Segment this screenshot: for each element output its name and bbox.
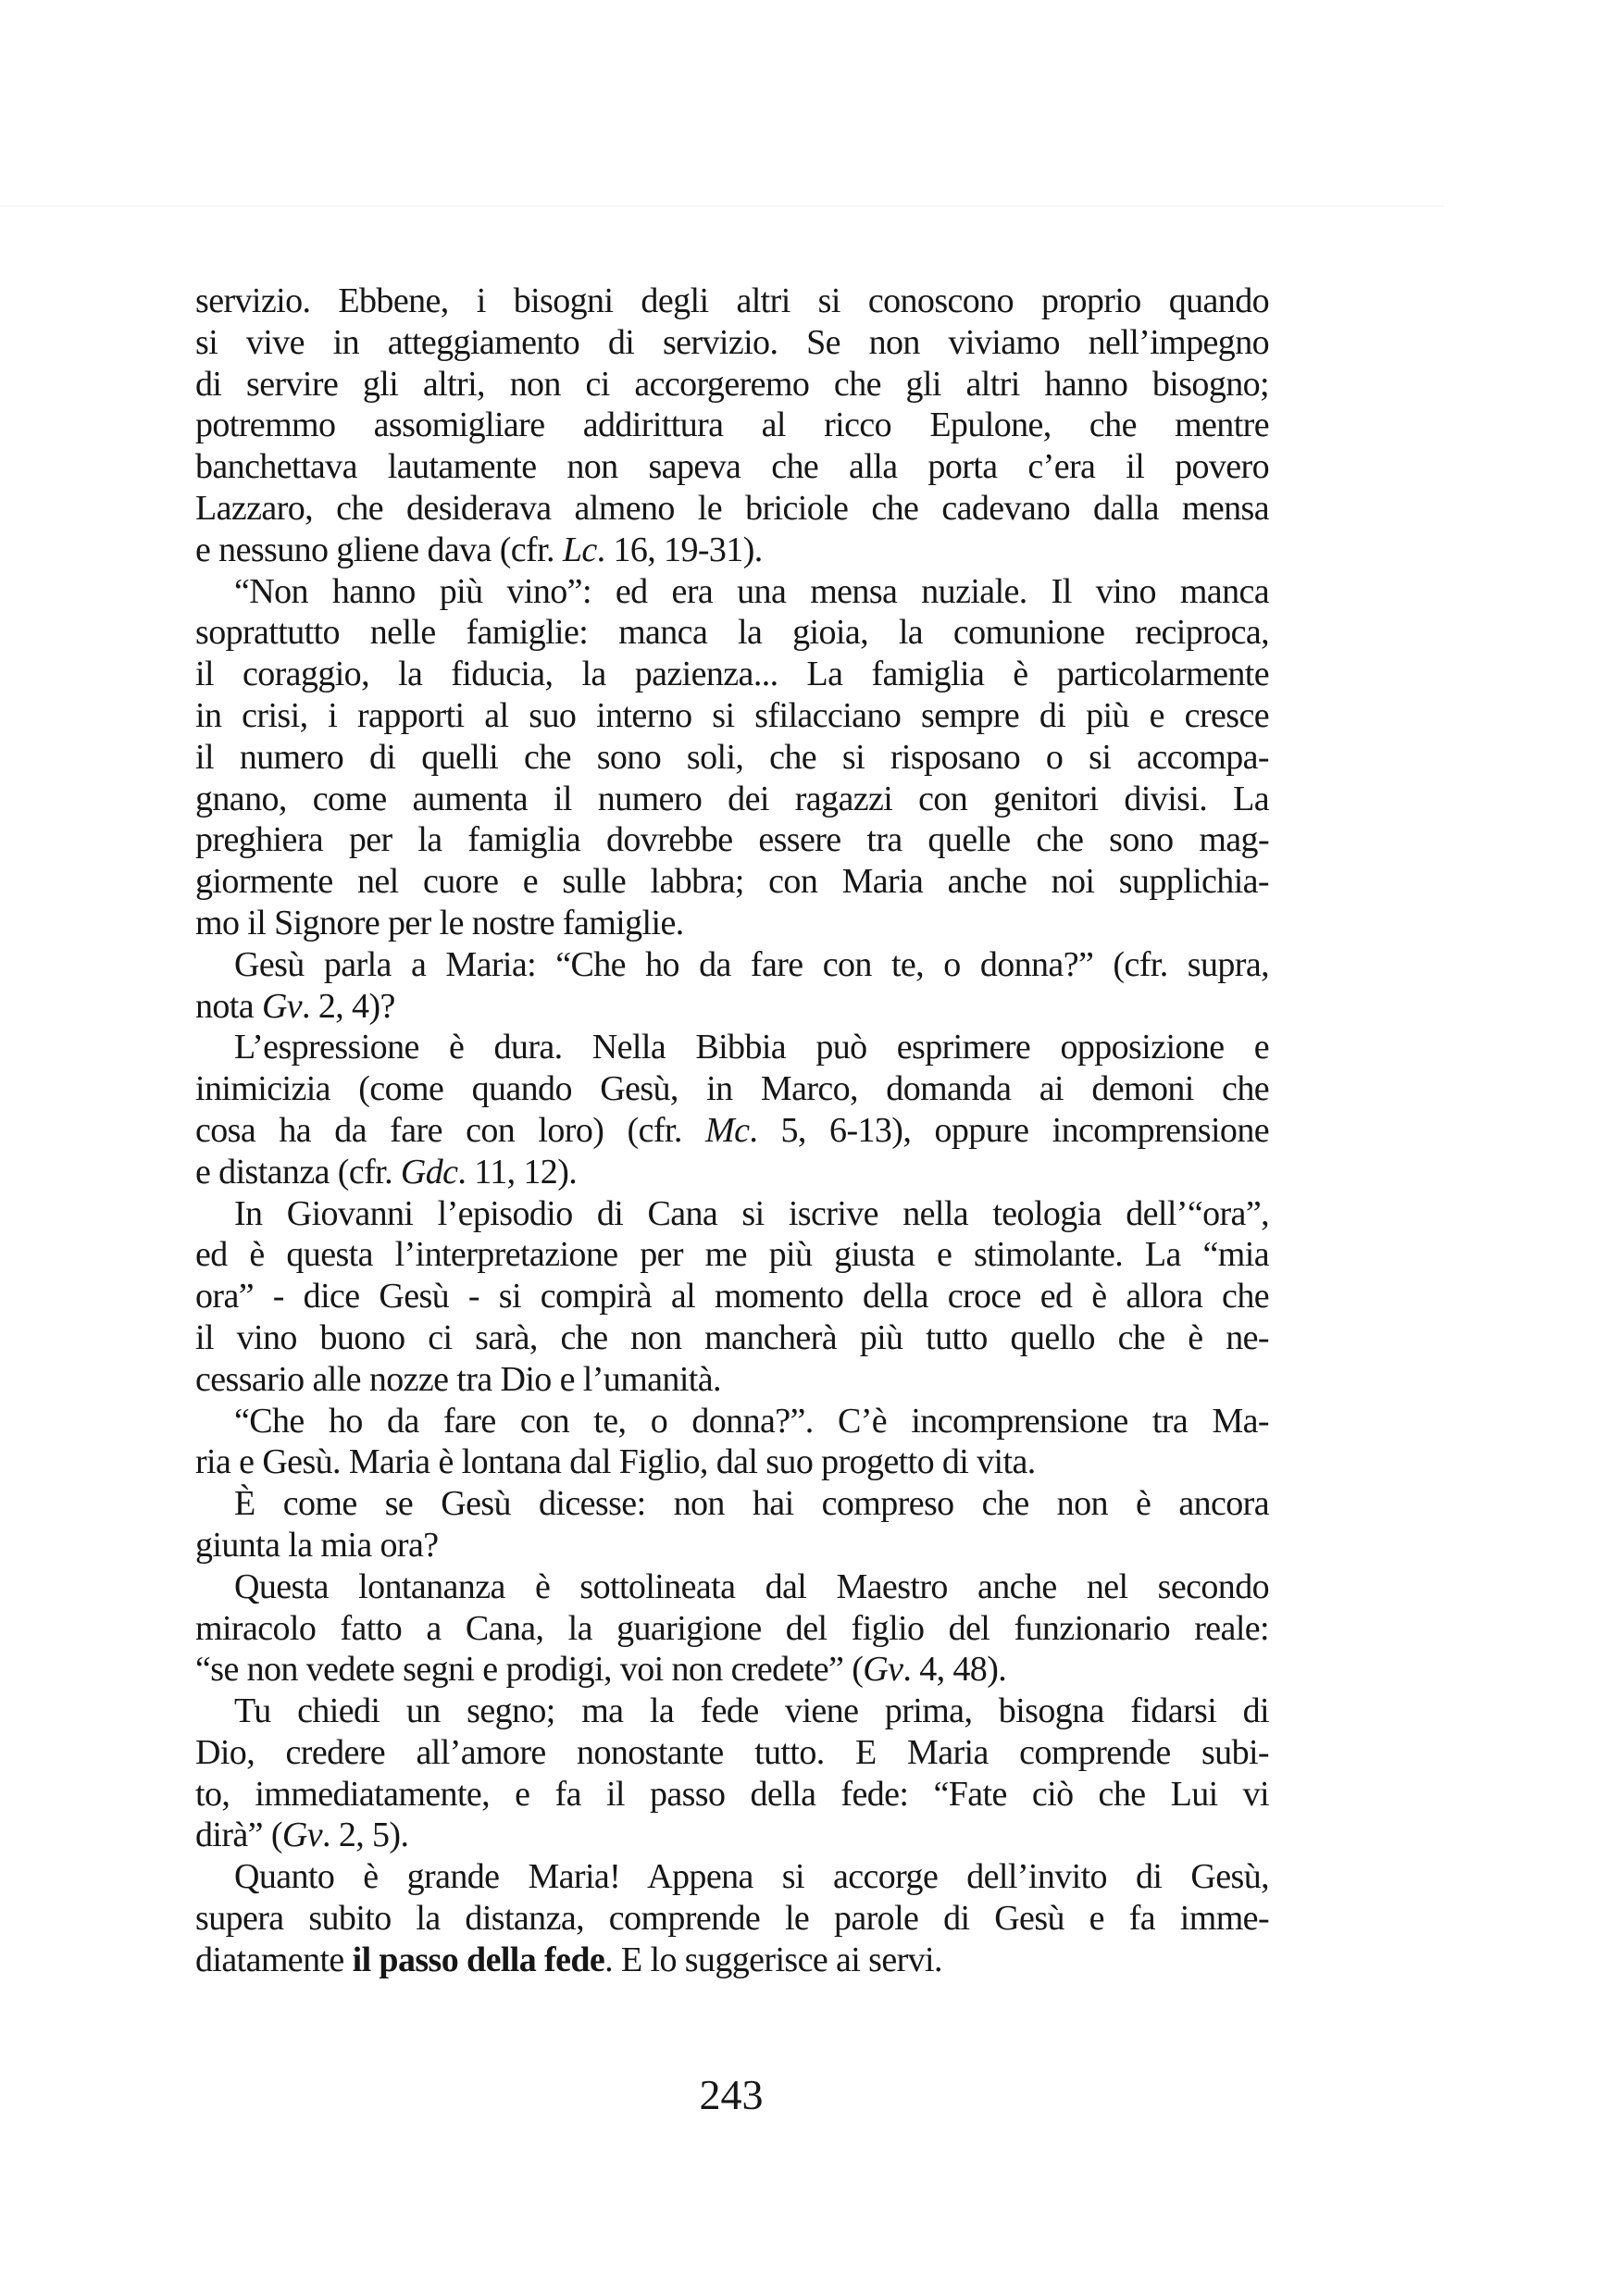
text-segment: “Non hanno più vino”: ed era una mensa nuziale. Il vino manca [234, 571, 1269, 611]
text-segment: . 16, 19-31). [596, 530, 763, 569]
text-line [195, 779, 1269, 820]
text-segment: to, immediatamente, e fa il passo della fede: “Fate ciò che Lui vi [195, 1774, 1269, 1814]
text-line [195, 1898, 1269, 1940]
citation-italic: Gv [863, 1650, 903, 1690]
text-segment: Dio, credere all’amore nonostante tutto. E Maria comprende subi- [195, 1732, 1269, 1772]
text-segment: servizio. Ebbene, i bisogni degli altri si conoscono proprio quando [195, 281, 1269, 320]
text-segment: In Giovanni l’episodio di Cana si iscrive nella teologia dell’“ora”, [234, 1193, 1269, 1233]
text-segment: mo il Signore per le nostre famiglie. [195, 903, 684, 942]
text-segment: . 2, 4)? [302, 986, 395, 1026]
paragraph [195, 281, 1269, 571]
text-segment: “Che ho da fare con te, o donna?”. C’è incomprensione tra Ma- [234, 1401, 1269, 1441]
body-text [195, 281, 1269, 1981]
text-segment: ria e Gesù. Maria è lontana dal Figlio, dal suo progetto di vita. [195, 1442, 1036, 1482]
paragraph [195, 944, 1269, 1028]
bold-emphasis: il passo della fede [352, 1940, 605, 1979]
text-line [195, 1152, 1269, 1193]
text-segment: preghiera per la famiglia dovrebbe essere tra quelle che sono mag- [195, 820, 1269, 860]
text-segment: diatamente [195, 1940, 353, 1979]
text-line [195, 1940, 1269, 1981]
citation-italic: Lc [562, 530, 597, 569]
text-line [195, 1815, 1269, 1856]
text-line [195, 1359, 1269, 1401]
paragraph [195, 1027, 1269, 1192]
text-segment: . 5, 6-13), oppure incomprensione [749, 1110, 1269, 1150]
text-segment: “se non vedete segni e prodigi, voi non credete” ( [195, 1650, 864, 1690]
citation-italic: Mc [705, 1110, 750, 1150]
text-line [195, 861, 1269, 903]
text-segment: . 4, 48). [902, 1650, 1007, 1690]
paragraph [195, 1401, 1269, 1484]
text-segment: . 2, 5). [322, 1816, 409, 1855]
text-line [195, 1691, 1269, 1732]
text-segment: il coraggio, la fiducia, la pazienza... La famiglia è particolarmente [195, 655, 1269, 694]
text-segment: banchettava lautamente non sapeva che alla porta c’era il povero [195, 447, 1269, 487]
text-line [195, 530, 1269, 571]
text-line [195, 1027, 1269, 1068]
paragraph [195, 571, 1269, 944]
text-line [195, 903, 1269, 944]
paragraph [195, 1483, 1269, 1566]
text-line [195, 1276, 1269, 1317]
text-segment: cosa ha da fare con loro) (cfr. [195, 1110, 706, 1150]
text-segment: È come se Gesù dicesse: non hai compreso che non è ancora [234, 1484, 1269, 1524]
text-segment: nota [195, 986, 262, 1026]
text-segment: Gesù parla a Maria: “Che ho da fare con te, o donna?” (cfr. supra, [234, 944, 1269, 984]
paragraph [195, 1193, 1269, 1401]
citation-italic: Gdc [400, 1152, 458, 1192]
text-line [195, 986, 1269, 1028]
citation-italic: Gv [281, 1816, 323, 1855]
text-segment: si vive in atteggiamento di servizio. Se non viviamo nell’impegno [195, 322, 1269, 362]
text-line [195, 612, 1269, 654]
text-line [195, 1566, 1269, 1608]
text-segment: e nessuno gliene dava (cfr. [195, 530, 563, 569]
text-line [195, 1193, 1269, 1235]
text-line [195, 737, 1269, 779]
citation-italic: Gv [261, 986, 303, 1026]
paragraph [195, 1566, 1269, 1691]
text-segment: di servire gli altri, non ci accorgeremo che gli altri hanno bisogno; [195, 364, 1269, 404]
text-line [195, 446, 1269, 488]
text-segment: inimicizia (come quando Gesù, in Marco, domanda ai demoni che [195, 1069, 1269, 1109]
text-line [195, 1401, 1269, 1442]
text-segment: L’espressione è dura. Nella Bibbia può esprimere opposizione e [234, 1028, 1269, 1067]
text-line [195, 1441, 1269, 1483]
text-line [195, 364, 1269, 406]
text-line [195, 1856, 1269, 1898]
text-segment: miracolo fatto a Cana, la guarigione del figlio del funzionario reale: [195, 1608, 1269, 1648]
text-segment: ed è questa l’interpretazione per me più giusta e stimolante. La “mia [195, 1235, 1269, 1275]
text-line [195, 1608, 1269, 1650]
text-line [195, 571, 1269, 613]
text-line [195, 1234, 1269, 1276]
text-segment: Quanto è grande Maria! Appena si accorge dell’invito di Gesù, [234, 1857, 1269, 1897]
text-line [195, 405, 1269, 446]
text-segment: giormente nel cuore e sulle labbra; con Maria anche noi supplichia- [195, 862, 1269, 902]
text-segment: gnano, come aumenta il numero dei ragazzi con genitori divisi. La [195, 779, 1269, 818]
text-line [195, 1732, 1269, 1774]
text-segment: Questa lontananza è sottolineata dal Maestro anche nel secondo [234, 1566, 1269, 1606]
text-line [195, 1525, 1269, 1566]
text-line [195, 1068, 1269, 1110]
text-line [195, 488, 1269, 530]
text-line [195, 1649, 1269, 1691]
text-line [195, 1483, 1269, 1525]
text-line [195, 322, 1269, 364]
text-line [195, 281, 1269, 322]
page-number: 243 [699, 2071, 764, 2118]
text-line [195, 944, 1269, 986]
text-segment: . E lo suggerisce ai servi. [604, 1940, 942, 1979]
text-segment: in crisi, i rapporti al suo interno si sfilacciano sempre di più e cresce [195, 695, 1269, 735]
text-line [195, 695, 1269, 737]
text-segment: e distanza (cfr. [195, 1152, 401, 1192]
text-segment: supera subito la distanza, comprende le parole di Gesù e fa imme- [195, 1899, 1269, 1939]
text-line [195, 1110, 1269, 1152]
paragraph [195, 1856, 1269, 1980]
text-segment: giunta la mia ora? [195, 1525, 439, 1565]
text-segment: ora” - dice Gesù - si compirà al momento della croce ed è allora che [195, 1277, 1269, 1316]
text-segment: Tu chiedi un segno; ma la fede viene prima, bisogna fidarsi di [234, 1691, 1269, 1731]
text-segment: il vino buono ci sarà, che non mancherà più tutto quello che è ne- [195, 1317, 1269, 1357]
text-segment: Lazzaro, che desiderava almeno le briciole che cadevano dalla mensa [195, 488, 1269, 528]
text-segment: cessario alle nozze tra Dio e l’umanità. [195, 1359, 721, 1399]
text-line [195, 1774, 1269, 1816]
text-segment: dirà” ( [195, 1816, 282, 1855]
text-line [195, 1317, 1269, 1359]
text-segment: potremmo assomigliare addirittura al ricco Epulone, che mentre [195, 406, 1269, 445]
text-line [195, 819, 1269, 861]
text-segment: soprattutto nelle famiglie: manca la gioia, la comunione reciproca, [195, 613, 1269, 653]
text-segment: il numero di quelli che sono soli, che si risposano o si accompa- [195, 737, 1269, 777]
text-line [195, 654, 1269, 695]
paragraph [195, 1691, 1269, 1856]
text-segment: . 11, 12). [457, 1152, 578, 1192]
